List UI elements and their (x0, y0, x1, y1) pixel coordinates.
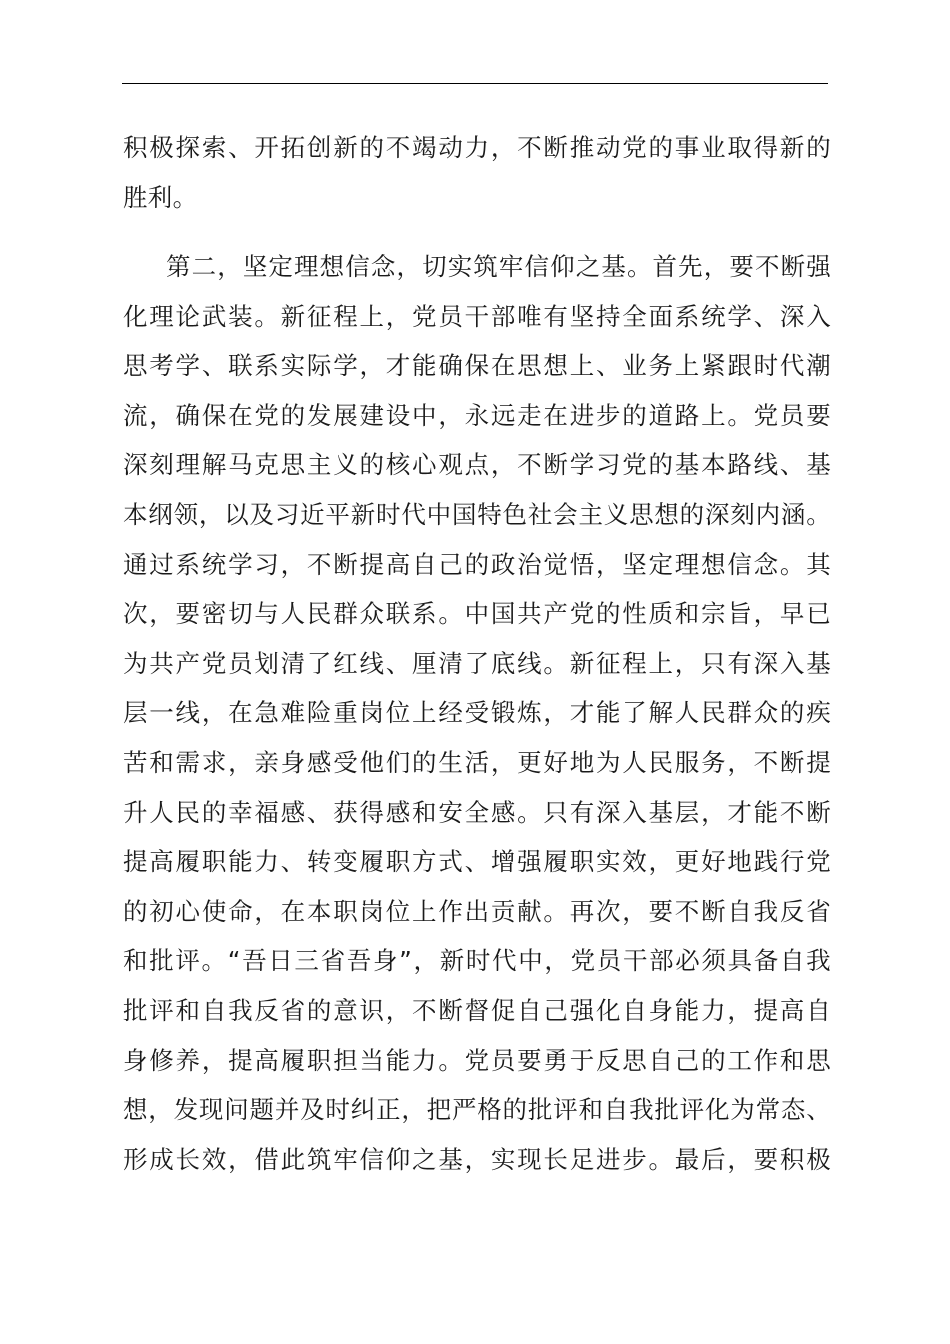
text-line: 为共产党员划清了红线、厘清了底线。新征程上，只有深入基 (123, 648, 831, 678)
text-line: 苦和需求，亲身感受他们的生活，更好地为人民服务，不断提 (123, 747, 831, 777)
text-line: 的初心使命，在本职岗位上作出贡献。再次，要不断自我反省 (123, 896, 831, 926)
text-line: 提高履职能力、转变履职方式、增强履职实效，更好地践行党 (123, 847, 831, 877)
header-rule (122, 83, 828, 84)
paragraph-continuation (123, 123, 831, 222)
text-line: 化理论武装。新征程上，党员干部唯有坚持全面系统学、深入 (123, 301, 831, 331)
text-line: 升人民的幸福感、获得感和安全感。只有深入基层，才能不断 (123, 797, 831, 827)
text-line: 身修养，提高履职担当能力。党员要勇于反思自己的工作和思 (123, 1045, 831, 1075)
text-line: 本纲领，以及习近平新时代中国特色社会主义思想的深刻内涵。 (123, 499, 831, 529)
text-line: 批评和自我反省的意识，不断督促自己强化自身能力，提高自 (123, 995, 831, 1025)
text-line: 层一线，在急难险重岗位上经受锻炼，才能了解人民群众的疾 (123, 698, 831, 728)
text-line: 思考学、联系实际学，才能确保在思想上、业务上紧跟时代潮 (123, 351, 831, 381)
text-line: 想，发现问题并及时纠正，把严格的批评和自我批评化为常态、 (123, 1095, 831, 1125)
text-line: 积极探索、开拓创新的不竭动力，不断推动党的事业取得新的 (123, 133, 831, 162)
text-line: 第二，坚定理想信念，切实筑牢信仰之基。首先，要不断强 (166, 252, 831, 281)
paragraph-second-point (123, 242, 831, 1184)
text-line: 胜利。 (123, 182, 198, 212)
text-line: 和批评。“吾日三省吾身”，新时代中，党员干部必须具备自我 (123, 946, 831, 976)
text-line: 流，确保在党的发展建设中，永远走在进步的道路上。党员要 (123, 400, 831, 430)
text-line: 次，要密切与人民群众联系。中国共产党的性质和宗旨，早已 (123, 599, 831, 629)
text-line: 形成长效，借此筑牢信仰之基，实现长足进步。最后，要积极 (123, 1144, 831, 1174)
text-line: 通过系统学习，不断提高自己的政治觉悟，坚定理想信念。其 (123, 549, 831, 579)
text-line: 深刻理解马克思主义的核心观点，不断学习党的基本路线、基 (123, 450, 831, 480)
